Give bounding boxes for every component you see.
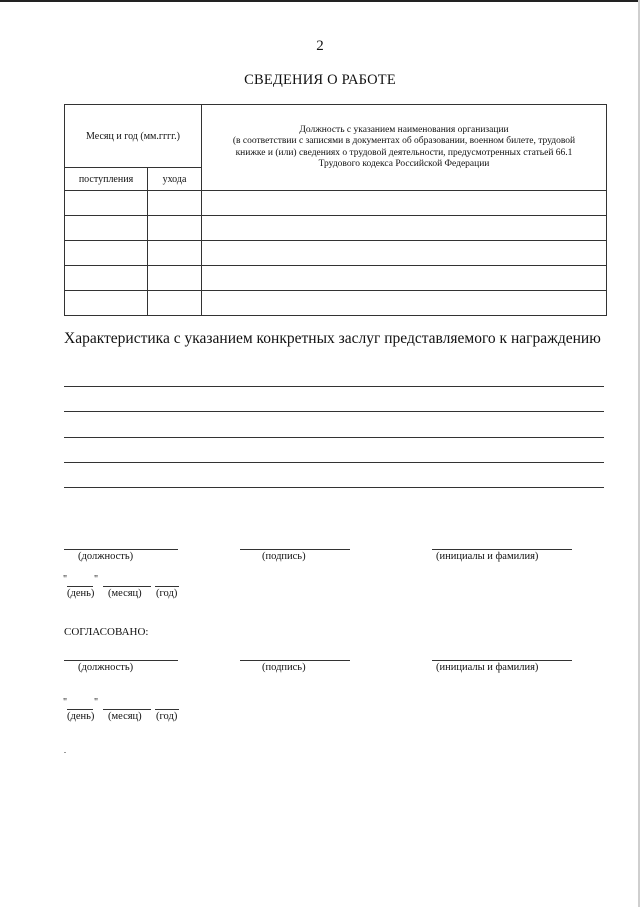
month-caption: (месяц) xyxy=(108,711,142,722)
position-cell[interactable] xyxy=(202,266,607,291)
year-caption: (год) xyxy=(156,588,178,599)
name-signature-line[interactable] xyxy=(432,660,572,661)
agreed-label: СОГЛАСОВАНО: xyxy=(64,626,149,638)
position-signature-line[interactable] xyxy=(64,660,178,661)
page-number: 2 xyxy=(316,38,324,54)
page-title: СВЕДЕНИЯ О РАБОТЕ xyxy=(244,72,396,88)
start-date-cell[interactable] xyxy=(65,291,148,316)
table-row xyxy=(65,291,607,316)
year-line[interactable] xyxy=(155,709,179,710)
day-line[interactable] xyxy=(67,709,93,710)
start-date-header: поступления xyxy=(65,168,148,191)
table-header-row xyxy=(65,105,607,168)
month-year-header: Месяц и год (мм.гггг.) xyxy=(65,105,202,168)
day-caption: (день) xyxy=(67,711,95,722)
year-caption: (год) xyxy=(156,711,178,722)
start-date-cell[interactable] xyxy=(65,216,148,241)
start-date-cell[interactable] xyxy=(65,241,148,266)
table-row xyxy=(65,266,607,291)
characteristic-line[interactable] xyxy=(64,437,604,438)
position-header-line: (в соответствии с записями в документах об образовании, военном билете, трудовой xyxy=(232,136,576,146)
date-quote-close: " xyxy=(94,574,99,585)
characteristic-heading: Характеристика с указанием конкретных заслуг представляемого к награждению xyxy=(64,330,601,347)
position-signature-line[interactable] xyxy=(64,549,178,550)
name-caption: (инициалы и фамилия) xyxy=(436,551,539,562)
table-row xyxy=(65,216,607,241)
position-header-line: Должность с указанием наименования организации xyxy=(299,124,509,135)
position-header xyxy=(202,105,607,191)
characteristic-line[interactable] xyxy=(64,462,604,463)
position-cell[interactable] xyxy=(202,241,607,266)
day-line[interactable] xyxy=(67,586,93,587)
name-caption: (инициалы и фамилия) xyxy=(436,662,539,673)
table-row xyxy=(65,241,607,266)
date-quote-close: " xyxy=(94,697,99,708)
signature-caption: (подпись) xyxy=(262,551,306,562)
name-signature-line[interactable] xyxy=(432,549,572,550)
start-date-cell[interactable] xyxy=(65,266,148,291)
characteristic-line[interactable] xyxy=(64,487,604,488)
day-caption: (день) xyxy=(67,588,95,599)
position-header-line: книжке и (или) сведениях о трудовой деятельности, предусмотренных статьей 66.1 xyxy=(235,147,573,158)
end-date-cell[interactable] xyxy=(148,241,202,266)
position-caption: (должность) xyxy=(78,551,134,562)
characteristic-line[interactable] xyxy=(64,386,604,387)
month-line[interactable] xyxy=(103,586,151,587)
table-row xyxy=(65,191,607,216)
end-date-cell[interactable] xyxy=(148,266,202,291)
position-caption: (должность) xyxy=(78,662,134,673)
signature-line[interactable] xyxy=(240,549,350,550)
scan-speck xyxy=(64,752,66,753)
page-top-border xyxy=(0,0,640,2)
characteristic-line[interactable] xyxy=(64,411,604,412)
month-caption: (месяц) xyxy=(108,588,142,599)
start-date-cell[interactable] xyxy=(65,191,148,216)
end-date-cell[interactable] xyxy=(148,191,202,216)
position-cell[interactable] xyxy=(202,216,607,241)
date-quote-open: " xyxy=(63,697,68,708)
signature-line[interactable] xyxy=(240,660,350,661)
end-date-cell[interactable] xyxy=(148,216,202,241)
month-line[interactable] xyxy=(103,709,151,710)
end-date-cell[interactable] xyxy=(148,291,202,316)
end-date-header: ухода xyxy=(148,168,202,191)
position-cell[interactable] xyxy=(202,191,607,216)
position-cell[interactable] xyxy=(202,291,607,316)
year-line[interactable] xyxy=(155,586,179,587)
signature-caption: (подпись) xyxy=(262,662,306,673)
work-history-table xyxy=(64,104,607,316)
date-quote-open: " xyxy=(63,574,68,585)
position-header-line: Трудового кодекса Российской Федерации xyxy=(318,159,490,169)
